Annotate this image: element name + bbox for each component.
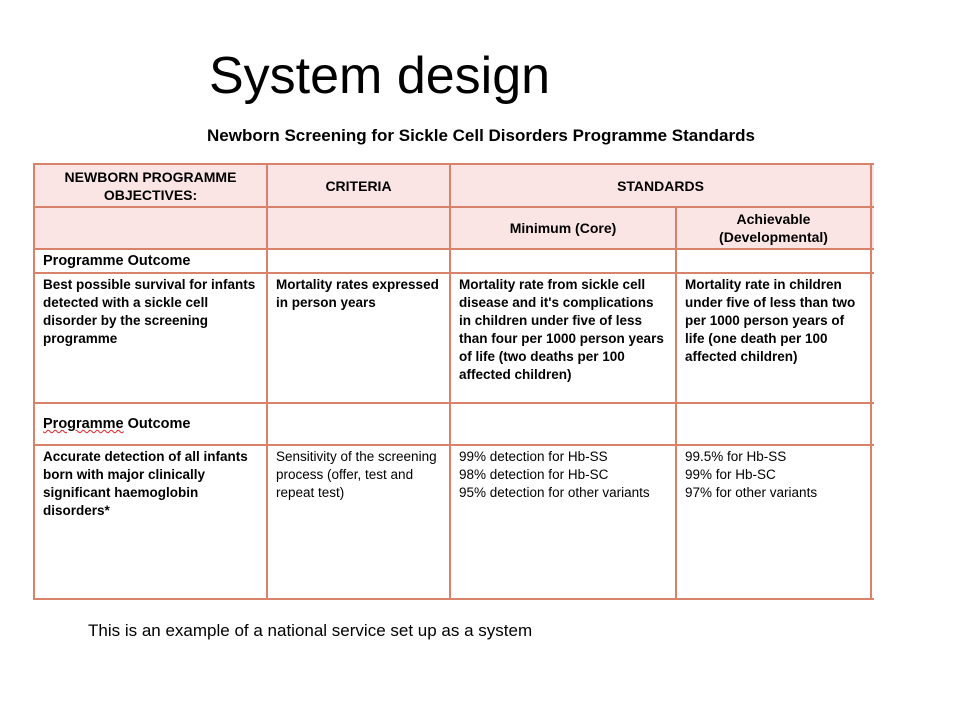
table-header-row [34,164,874,207]
objective-cell: Accurate detection of all infants born with major clinically significant haemoglobin disorders* [34,445,267,599]
edge-cell [871,207,874,249]
objective-cell: Best possible survival for infants detected with a sickle cell disorder by the screening programme [34,273,267,403]
subheader-empty-2 [267,207,450,249]
criteria-cell: Sensitivity of the screening process (offer, test and repeat test) [267,445,450,599]
section-row-1 [34,249,874,273]
minimum-line: 95% detection for other variants [459,485,650,500]
minimum-cell: Mortality rate from sickle cell disease and it's complications in children under five of less than four per 1000 person years of life (two deaths per 100 affected children) [450,273,676,403]
section-label-word-2: Outcome [127,416,191,432]
table-row [34,445,874,599]
table-row [34,273,874,403]
edge-cell [871,403,874,445]
section-empty [450,403,676,445]
edge-cell [871,273,874,403]
section-label-word-1: Programme [43,416,124,432]
section-label-1: Programme Outcome [34,249,267,273]
achievable-line: 99% for Hb-SC [685,467,776,482]
section-empty [676,249,871,273]
achievable-line: 97% for other variants [685,485,818,500]
subheader-empty-1 [34,207,267,249]
edge-cell [871,164,874,207]
minimum-cell [450,445,676,599]
slide-title: System design [209,47,551,105]
slide-caption: This is an example of a national service set up as a system [88,621,533,640]
header-criteria: CRITERIA [267,164,450,207]
section-empty [267,403,450,445]
edge-cell [871,445,874,599]
achievable-cell [676,445,871,599]
section-empty [267,249,450,273]
header-standards: STANDARDS [450,164,871,207]
header-achievable: Achievable (Developmental) [676,207,871,249]
header-minimum: Minimum (Core) [450,207,676,249]
section-empty [450,249,676,273]
achievable-line: 99.5% for Hb-SS [685,449,787,464]
minimum-line: 99% detection for Hb-SS [459,449,608,464]
section-row-2 [34,403,874,445]
achievable-cell: Mortality rate in children under five of less than two per 1000 person years of life (one death per 100 affected children) [676,273,871,403]
standards-table [33,163,874,600]
document-heading: Newborn Screening for Sickle Cell Disorders Programme Standards [207,126,755,145]
criteria-cell: Mortality rates expressed in person years [267,273,450,403]
section-label-2 [34,403,267,445]
minimum-line: 98% detection for Hb-SC [459,467,609,482]
edge-cell [871,249,874,273]
header-objectives: NEWBORN PROGRAMME OBJECTIVES: [34,164,267,207]
table-subheader-row [34,207,874,249]
section-empty [676,403,871,445]
